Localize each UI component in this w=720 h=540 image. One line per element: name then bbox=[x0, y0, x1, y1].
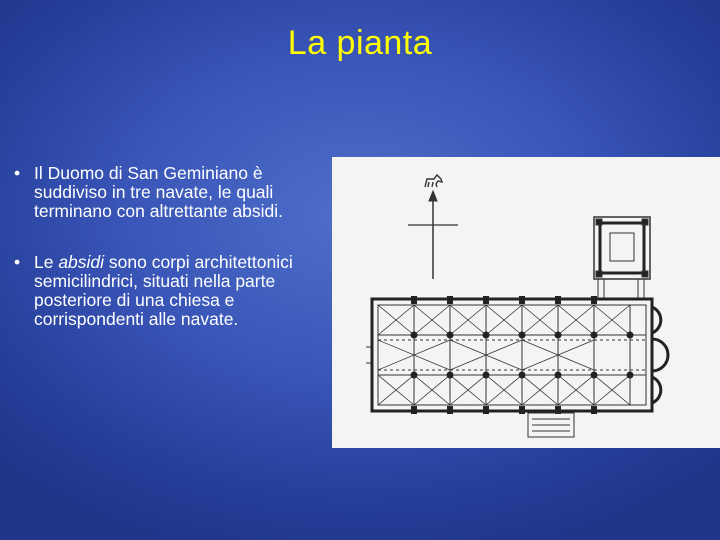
north-arrow-icon bbox=[408, 191, 458, 279]
bullet-dot: • bbox=[14, 163, 21, 183]
slide-title: La pianta bbox=[287, 24, 433, 62]
bullet-emphasis: absidi bbox=[58, 252, 105, 272]
apses bbox=[652, 307, 668, 403]
church-nave bbox=[372, 296, 652, 414]
bullet-item bbox=[14, 253, 318, 329]
floor-plan-image bbox=[332, 157, 720, 448]
bullet-list bbox=[14, 164, 318, 361]
south-porch bbox=[528, 413, 574, 437]
bullet-dot: • bbox=[14, 252, 21, 272]
bullet-item bbox=[14, 164, 318, 221]
bullet-text-start: Le bbox=[34, 252, 59, 272]
bell-tower bbox=[594, 217, 650, 299]
bullet-text-end: sono corpi architettonici semicilindrici, situati nella parte posteriore di una chiesa e corrispondenti alle navate. bbox=[34, 252, 293, 329]
bullet-text: Il Duomo di San Geminiano è suddiviso in tre navate, le quali terminano con altrettante absidi. bbox=[34, 163, 284, 221]
horse-weathervane-icon bbox=[425, 175, 442, 187]
